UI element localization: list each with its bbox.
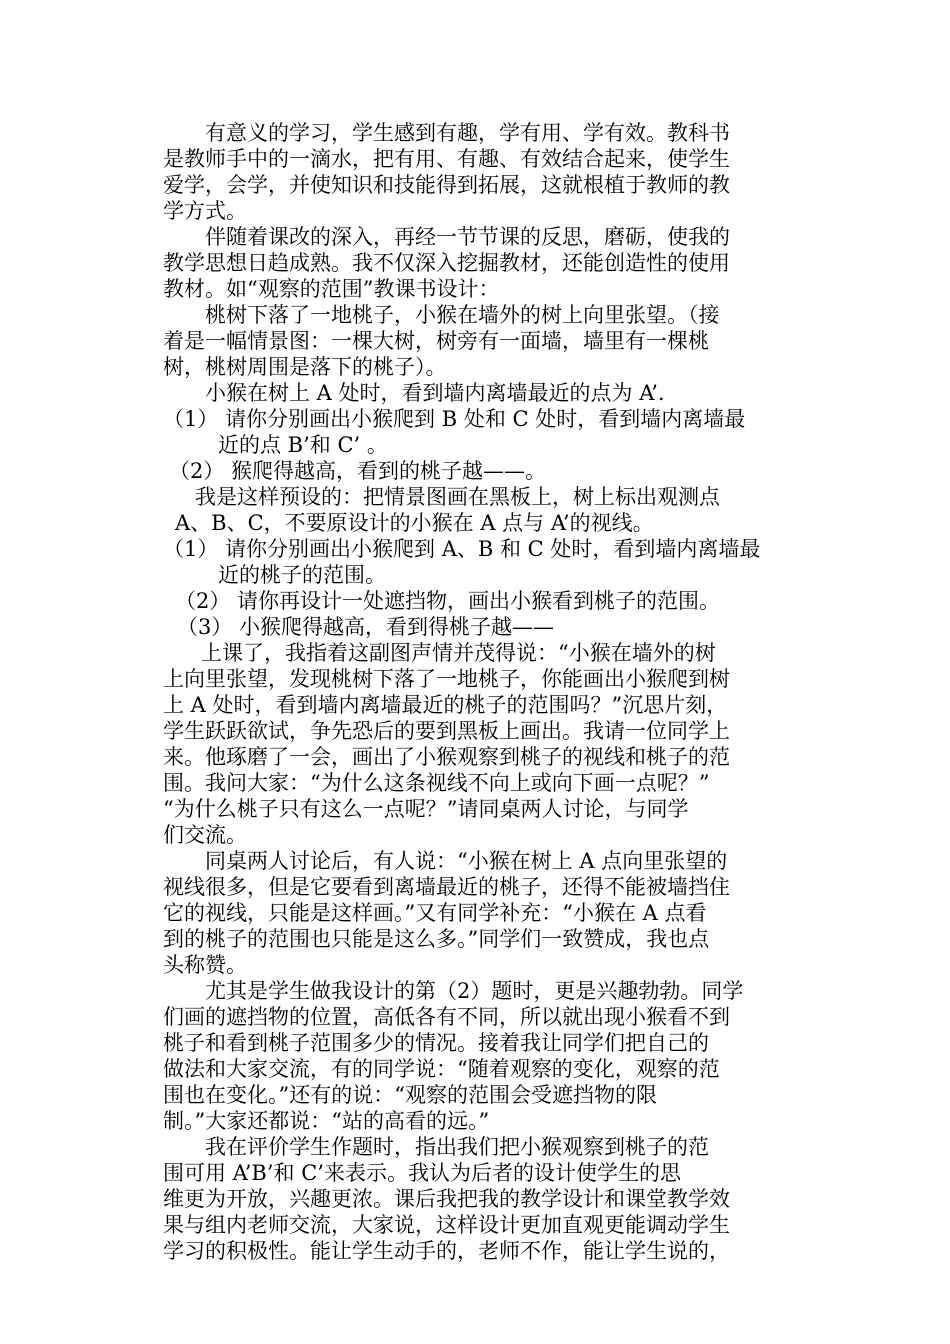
text-line: 教材。如“观察的范围”教课书设计： [163,277,500,301]
text-line: 果与组内老师交流，大家说，这样设计更加直观更能调动学生 [163,1213,730,1237]
text-line: 小猴在树上 A 处时，看到墙内离墙最近的点为 A’． [205,381,679,405]
text-line: 们交流。 [163,823,247,847]
text-line: （3） 小猴爬得越高，看到得桃子越—— [177,615,555,639]
text-line: “为什么桃子只有这么一点呢？”请同桌两人讨论，与同学 [163,797,689,821]
text-line: 我是这样预设的：把情景图画在黑板上，树上标出观测点 [195,485,720,509]
text-line: 近的桃子的范围。 [218,563,386,587]
text-line: 视线很多，但是它要看到离墙最近的桃子，还得不能被墙挡住 [163,875,730,899]
text-line: 上 A 处时，看到墙内离墙最近的桃子的范围吗？”沉思片刻， [163,693,728,717]
text-line: 同桌两人讨论后，有人说：“小猴在树上 A 点向里张望的 [205,849,728,873]
text-line: 上课了，我指着这副图声情并茂得说：“小猴在墙外的树 [201,641,716,665]
text-line: 围也在变化。”还有的说：“观察的范围会受遮挡物的限 [163,1083,657,1107]
text-line: 到的桃子的范围也只能是这么多。”同学们一致赞成，我也点 [163,927,710,951]
text-line: 上向里张望，发现桃树下落了一地桃子，你能画出小猴爬到树 [163,667,730,691]
text-line: 学方式。 [163,199,247,223]
text-line: 围。我问大家：“为什么这条视线不向上或向下画一点呢？” [163,771,710,795]
text-line: 我在评价学生作题时，指出我们把小猴观察到桃子的范 [205,1135,709,1159]
text-line: （2） 请你再设计一处遮挡物，画出小猴看到桃子的范围。 [175,589,721,613]
text-line: 教学思想日趋成熟。我不仅深入挖掘教材，还能创造性的使用 [163,251,730,275]
text-line: 树，桃树周围是落下的桃子）。 [163,355,447,379]
text-line: 是教师手中的一滴水，把有用、有趣、有效结合起来，使学生 [163,147,730,171]
text-line: 头称赞。 [163,953,247,977]
text-line: 尤其是学生做我设计的第（2）题时，更是兴趣勃勃。同学 [205,979,744,1003]
text-line: 有意义的学习，学生感到有趣，学有用、学有效。教科书 [205,121,730,145]
text-line: 桃树下落了一地桃子，小猴在墙外的树上向里张望。（接 [205,303,720,327]
text-line: 爱学，会学，并使知识和技能得到拓展，这就根植于教师的教 [163,173,730,197]
text-line: 学习的积极性。能让学生动手的，老师不作，能让学生说的， [163,1239,730,1263]
text-line: 它的视线，只能是这样画。”又有同学补充：“小猴在 A 点看 [163,901,707,925]
text-line: 学生跃跃欲试，争先恐后的要到黑板上画出。我请一位同学上 [163,719,730,743]
text-line: 着是一幅情景图：一棵大树，树旁有一面墙，墙里有一棵桃 [163,329,709,353]
text-line: 围可用 A’B’和 C’来表示。我认为后者的设计使学生的思 [163,1161,681,1185]
text-line: 来。他琢磨了一会，画出了小猴观察到桃子的视线和桃子的范 [163,745,730,769]
text-line: 做法和大家交流，有的同学说：“随着观察的变化，观察的范 [163,1057,720,1081]
text-line: A、B、C，不要原设计的小猴在 A 点与 A’的视线。 [175,511,654,535]
text-line: 近的点 B’和 C’ 。 [218,433,388,457]
text-line: （1） 请你分别画出小猴爬到 B 处和 C 处时，看到墙内离墙最 [163,407,746,431]
text-line: （1） 请你分别画出小猴爬到 A、B 和 C 处时，看到墙内离墙最 [163,537,761,561]
text-line: 伴随着课改的深入，再经一节节课的反思，磨砺，使我的 [205,225,730,249]
text-line: 桃子和看到桃子范围多少的情况。接着我让同学们把自己的 [163,1031,709,1055]
text-line: 维更为开放，兴趣更浓。课后我把我的教学设计和课堂教学效 [163,1187,730,1211]
document-body [163,120,793,1264]
text-line: （2） 猴爬得越高，看到的桃子越——。 [169,459,547,483]
text-line: 们画的遮挡物的位置，高低各有不同，所以就出现小猴看不到 [163,1005,730,1029]
text-line: 制。”大家还都说：“站的高看的远。” [163,1109,490,1133]
